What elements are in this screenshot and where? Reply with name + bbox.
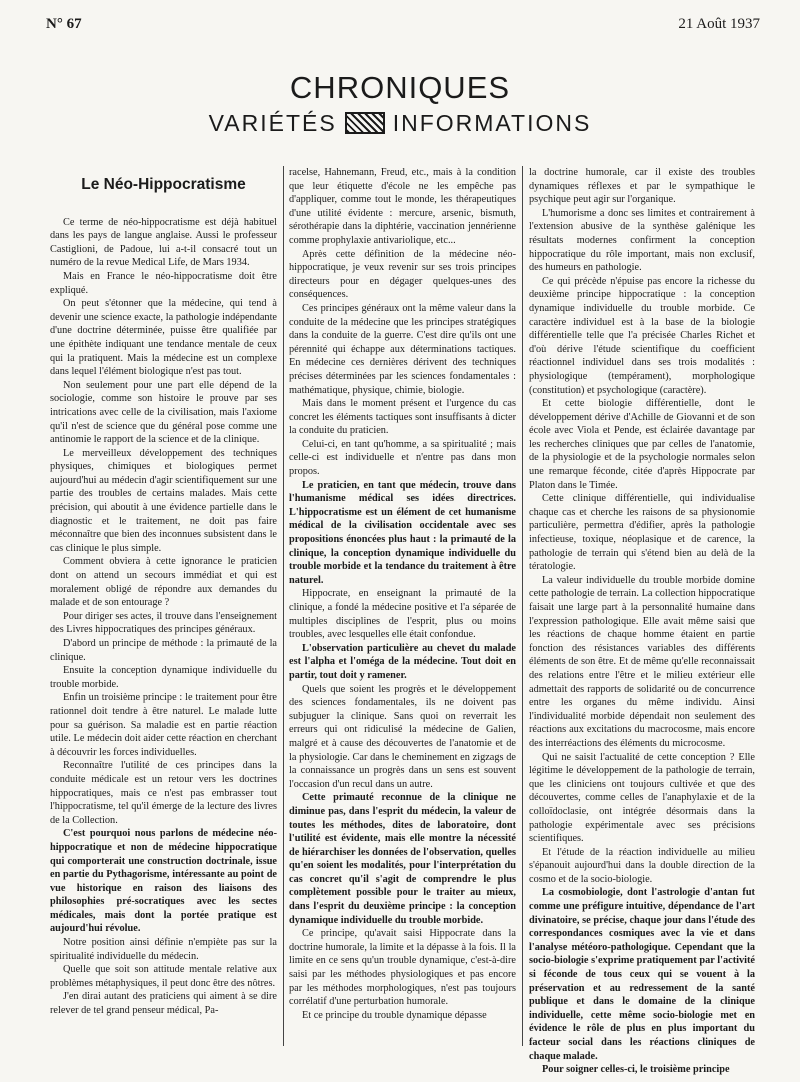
- paragraph: la doctrine humorale, car il existe des troubles dynamiques réflexes et par le sympathique le psychique peut agir sur l'organique.: [529, 167, 755, 206]
- article-column-3: [529, 166, 755, 1077]
- paragraph: Non seulement pour une part elle dépend de la sociologie, comme son histoire le prouve par ses intrications avec celle de la civilisation, mais l'axiome qu'il n'est de science que du général pose comme une antinomie le rapport de la science et de la clinique.: [50, 379, 277, 446]
- masthead-left: VARIÉTÉS: [208, 109, 337, 136]
- paragraph: Mais en France le néo-hippocratisme doit être expliqué.: [50, 270, 277, 296]
- paragraph: J'en dirai autant des praticiens qui aiment à se dire relever de tel grand penseur médical, Pa-: [50, 991, 277, 1017]
- paragraph: Comment obviera à cette ignorance le praticien dont on attend un secours immédiat et qui est moralement obligé de répondre aux demandes du malade et de son entourage ?: [50, 556, 277, 609]
- paragraph: L'humorisme a donc ses limites et contrairement à l'extension abusive de la synthèse galénique les résultats modernes confirment la conception hippocratique du rôle important, mais non exclusif, des humeurs en pathologie.: [529, 207, 755, 274]
- paragraph: Quels que soient les progrès et le développement des sciences fondamentales, ils ne doivent pas subjuguer la clinique. Sans quoi on reverrait les erreurs qui ont ridiculisé la médecine de Galien, malgré et à cause des découvertes de l'anatomie et de la physiologie. Car dans le cheminement en zigzags de la connaissance un progrès dans un sens est souvent l'occasion d'un recul dans un autre.: [289, 683, 516, 790]
- paragraph: Après cette définition de la médecine néo-hippocratique, je veux revenir sur ses trois principes directeurs pour en dégager quelques-unes des conséquences.: [289, 248, 516, 301]
- paragraph: Enfin un troisième principe : le traitement pour être rationnel doit tendre à être naturel. Le malade lutte pour sa guérison. Sa maladie est en partie réaction utile. Le médecin doit aider cette réaction en cherchant à découvrir les forces individuelles.: [50, 692, 277, 758]
- paragraph: Cette primauté reconnue de la clinique ne diminue pas, dans l'esprit du médecin, la valeur de toutes les méthodes, dites de laboratoire, dont l'utilité est évidente, mais elle montre la nécessité de hiérarchiser les données de l'observation, quelles qu'en soient les modalités, pour l'interprétation du cas concret qu'il s'agit de comprendre le plus complètement possible pour le traiter au mieux, dans l'esprit du deuxième principe : la conception dynamique individuelle du trouble morbide.: [289, 792, 516, 926]
- paragraph: racelse, Hahnemann, Freud, etc., mais à la condition que leur étiquette d'école ne les empêche pas d'appliquer, comme tout le monde, les thérapeutiques d'une utilité évidente : mercure, arsenic, bismuth, sérothérapie dans la diphtérie, vaccination jennérienne comme prophylaxie antivariolique, etc...: [289, 167, 516, 246]
- paragraph: D'abord un principe de méthode : la primauté de la clinique.: [50, 638, 277, 663]
- paragraph: Ce qui précède n'épuise pas encore la richesse du deuxième principe hippocratique : la conception dynamique individuelle du trouble morbide. Ce caractère individuel est à la base de la biologie différentielle telle que l'a précisée Charles Richet et d'où dérive l'étude scientifique du coefficient réactionnel individuel dans ses trois modalités : physiologique (tempérament), morphologique (constitution) et psychologique (caractère).: [529, 275, 755, 396]
- issue-number: N° 67: [46, 16, 82, 32]
- paragraph: Pour soigner celles-ci, le troisième principe: [542, 1064, 730, 1076]
- paragraph: Ensuite la conception dynamique individuelle du trouble morbide.: [50, 665, 277, 690]
- masthead-title: CHRONIQUES: [289, 70, 511, 105]
- paragraph: Ce terme de néo-hippocratisme est déjà habituel dans les pays de langue anglaise. Aussi le professeur Castiglioni, de Padoue, lui a-t-il consacré tout un numéro de la revue Medical Life, de Mars 1934.: [50, 216, 277, 269]
- article-title: Le Néo-Hippocratisme: [81, 176, 246, 193]
- paragraph: Ce principe, qu'avait saisi Hippocrate dans la doctrine humorale, la limite et la dépasse à la fois. Il la limite en ce sens qu'un trouble dynamique, c'est-à-dire saisi par les méthodes physiologiques et pas encore par les méthodes morphologiques, n'est pas toujours corrélatif d'une perturbation humorale.: [289, 928, 516, 1008]
- article-column-2: [289, 166, 516, 1022]
- article-column-1: [50, 178, 277, 1018]
- paragraph: Reconnaître l'utilité de ces principes dans la conduite médicale est un retour vers les doctrines hippocratiques, mais ce n'est pas embrasser tout l'hippocratisme, tel qu'il émerge de la lecture des livres de la Collection.: [50, 760, 277, 826]
- paragraph: Notre position ainsi définie n'empiète pas sur la spiritualité individuelle du médecin.: [50, 937, 277, 962]
- issue-date: 21 Août 1937: [678, 16, 760, 32]
- paragraph: C'est pourquoi nous parlons de médecine néo-hippocratique et non de médecine hippocratique qui comporterait une construction doctrinale, issue en partie du Pythagorisme, intéressante au point de vue historique en raison des liaisons des philosophies pré-socratiques avec les sectes médicales, mais dont la portée pratique est aujourd'hui révolue.: [50, 828, 277, 935]
- paragraph: Cette clinique différentielle, qui individualise chaque cas et cherche les raisons de sa physionomie particulière, permettra d'édifier, après la pathologie infectieuse, toxique, néoplasique et de carence, la pathologie de terrain qui s'étend bien au delà de la tératologie.: [529, 493, 755, 573]
- column-rule: [522, 166, 523, 1046]
- column-rule: [283, 166, 284, 1046]
- paragraph: Et ce principe du trouble dynamique dépasse: [302, 1009, 487, 1021]
- paragraph: Ces principes généraux ont la même valeur dans la conduite de la médecine que les principes stratégiques dans la conduite de la guerre. C'est dire qu'ils ont une pérennité qui échappe aux déterminations tactiques. En médecine ces dernières dérivent des techniques précises déterminées par les sciences fondamentales : mathématique, physique, chimie, biologie.: [289, 302, 516, 396]
- paragraph: On peut s'étonner que la médecine, qui tend à devenir une science exacte, la pathologie indépendante d'une doctrine déterminée, puisse être qualifiée par une épithète indiquant une tendance mentale de ceux qui la pratiquent. Mais la médecine est un complexe dans lequel l'élément biologique n'est pas tout.: [50, 298, 277, 378]
- paragraph: Le merveilleux développement des techniques physiques, chimiques et biologiques permet aujourd'hui au médecin d'agir scientifiquement sur une partie des troubles de certains malades. Mais cette précision, qui aboutit à une évidence partielle dans le diagnostic et le traitement, ne doit pas faire méconnaître que bien des inconnues subsistent dans le cas clinique le plus simple.: [50, 447, 277, 554]
- paragraph: Mais dans le moment présent et l'urgence du cas concret les éléments tactiques sont insuffisants à dicter la conduite du praticien.: [289, 398, 516, 437]
- ornament-icon: [345, 112, 385, 134]
- paragraph: La valeur individuelle du trouble morbide domine cette pathologie de terrain. La collection hippocratique faisait une large part à la personnalité humaine dans l'expression pathologique. Elle avait même saisi que les réactions de chaque homme étaient en partie fonction des résistances variables des différents éléments de son être. Et de même qu'elle reconnaissait des relations entre l'être et le milieu extérieur elle admettait des rapports de solidarité ou de concurrence entre les organes du même individu. Ainsi l'individualité morbide dépendait non seulement des réactions aux excitations du macrocosme, mais encore des interréactions des éléments du microcosme.: [529, 574, 755, 749]
- paragraph: Celui-ci, en tant qu'homme, a sa spiritualité ; mais celle-ci est individuelle et n'entre pas dans mon propos.: [289, 438, 516, 478]
- paragraph: Et cette biologie différentielle, dont le développement dérive d'Achille de Giovanni et de son école avec Viola et Pende, est éclairée davantage par les recherches cliniques que par celles de l'anatomie, de la physiologie et de la psychologie normales selon une remarque féconde, citée d'après Hippocrate par Platon dans le Timée.: [529, 398, 755, 491]
- paragraph: L'observation particulière au chevet du malade est l'alpha et l'oméga de la médecine. Tout doit en partir, tout doit y ramener.: [289, 642, 516, 681]
- masthead-right: INFORMATIONS: [392, 109, 592, 136]
- paragraph: La cosmobiologie, dont l'astrologie d'antan fut comme une préfigure intuitive, dépendance de l'art divinatoire, se précise, chaque jour dans l'étude des correspondances cosmiques avec la vie et dans l'analyse météoro-pathologique. Cependant que la socio-biologie s'exprime pratiquement par l'activité si féconde de tous ceux qui se vouent à la préservation et au redressement de la santé publique et dans le domaine de la clinique individuelle, cette même socio-biologie met en évidence le rôle de plus en plus important du facteur social dans les réactions cliniques de chaque malade.: [529, 887, 755, 1062]
- paragraph: Pour diriger ses actes, il trouve dans l'enseignement des Livres hippocratiques des principes généraux.: [50, 610, 277, 636]
- paragraph: Le praticien, en tant que médecin, trouve dans l'humanisme médical ses idées directrices. L'hippocratisme est un élément de cet humanisme médical de la civilisation occidentale avec ses propositions énoncées plus haut : la primauté de la clinique, la conception dynamique individuelle du trouble morbide et la tendance du traitement à être naturel.: [289, 479, 516, 586]
- paragraph: Hippocrate, en enseignant la primauté de la clinique, a fondé la médecine positive et l'a séparée de multiples disciplines de l'esprit, plus ou moins troubles, avec lesquelles elle était confondue.: [289, 588, 516, 641]
- masthead-subtitle: [0, 108, 800, 136]
- paragraph: Et l'étude de la réaction individuelle au milieu s'épanouit aujourd'hui dans la double direction de la cosmo et de la socio-biologie.: [529, 846, 755, 885]
- masthead: [0, 72, 800, 136]
- paragraph: Quelle que soit son attitude mentale relative aux problèmes métaphysiques, il peut donc être des nôtres.: [50, 964, 277, 989]
- paragraph: Qui ne saisit l'actualité de cette conception ? Elle légitime le développement de la pathologie de terrain, que les cliniciens ont toujours cultivée et que des découvertes, comme celles de l'anaphylaxie et de la colloïdoclasie, ont intégrée désormais dans la pathologie expérimentale avec ses précisions scientifiques.: [529, 751, 755, 845]
